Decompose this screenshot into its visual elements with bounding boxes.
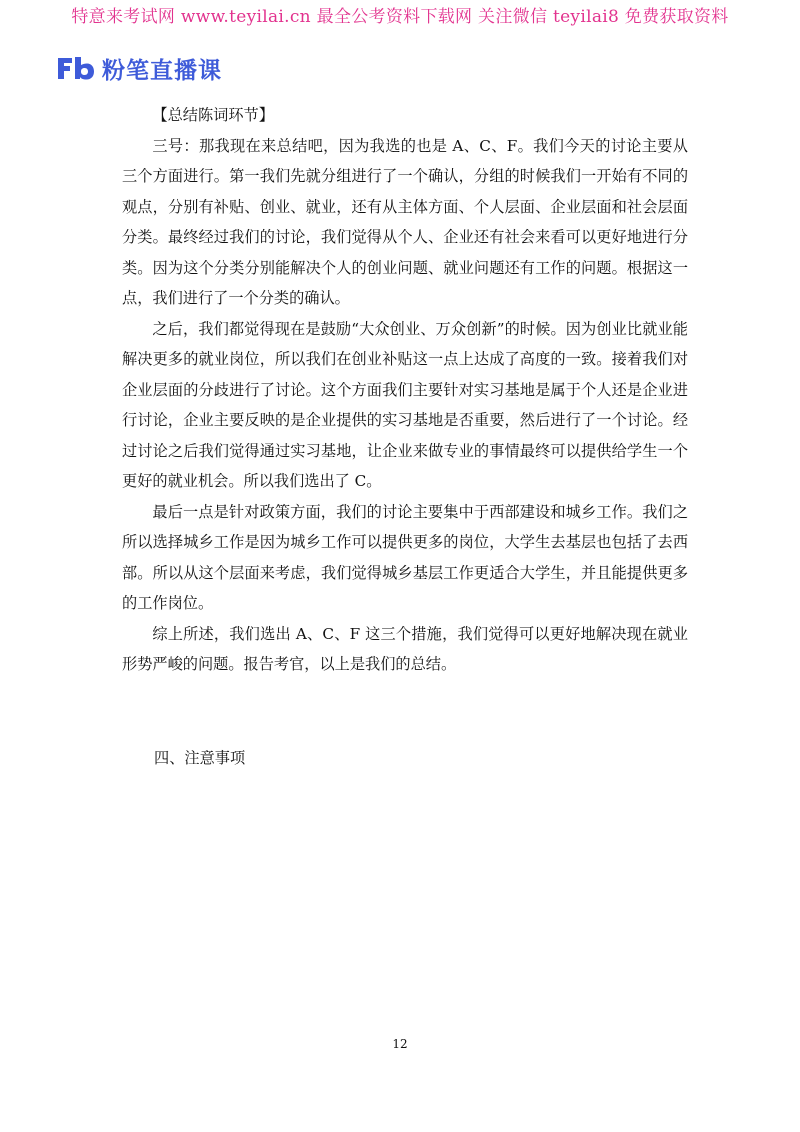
document-body — [122, 100, 688, 680]
paragraph: 最后一点是针对政策方面，我们的讨论主要集中于西部建设和城乡工作。我们之所以选择城乡工作是因为城乡工作可以提供更多的岗位，大学生去基层也包括了去西部。所以从这个层面来考虑，我们觉得城乡基层工作更适合大学生，并且能提供更多的工作岗位。 — [122, 502, 688, 612]
section-title: 四、注意事项 — [154, 749, 246, 767]
paragraph: 之后，我们都觉得现在是鼓励“大众创业、万众创新”的时候。因为创业比就业能解决更多的就业岗位，所以我们在创业补贴这一点上达成了高度的一致。接着我们对企业层面的分歧进行了讨论。这个方面我们主要针对实习基地是属于个人还是企业进行讨论，企业主要反映的是企业提供的实习基地是否重要，然后进行了一个讨论。经过讨论之后我们觉得通过实习基地，让企业来做专业的事情最终可以提供给学生一个更好的就业机会。所以我们选出了 C。 — [122, 319, 688, 490]
page-number: 12 — [392, 1037, 408, 1051]
fb-logo-icon — [56, 55, 96, 81]
section-heading: 【总结陈词环节】 — [152, 106, 274, 124]
paragraph: 综上所述，我们选出 A、C、F 这三个措施，我们觉得可以更好地解决现在就业形势严峻的问题。报告考官，以上是我们的总结。 — [122, 624, 688, 673]
top-banner: 特意来考试网 www.teyilai.cn 最全公考资料下载网 关注微信 teyilai8 免费获取资料 — [71, 7, 729, 27]
brand-name: 粉笔直播课 — [102, 57, 222, 84]
paragraph: 三号：那我现在来总结吧，因为我选的也是 A、C、F。我们今天的讨论主要从三个方面进行。第一我们先就分组进行了一个确认，分组的时候我们一开始有不同的观点，分别有补贴、创业、就业，还有从主体方面、个人层面、企业层面和社会层面分类。最终经过我们的讨论，我们觉得从个人、企业还有社会来看可以更好地进行分类。因为这个分类分别能解决个人的创业问题、就业问题还有工作的问题。根据这一点，我们进行了一个分类的确认。 — [122, 136, 688, 307]
brand-header — [56, 52, 222, 84]
